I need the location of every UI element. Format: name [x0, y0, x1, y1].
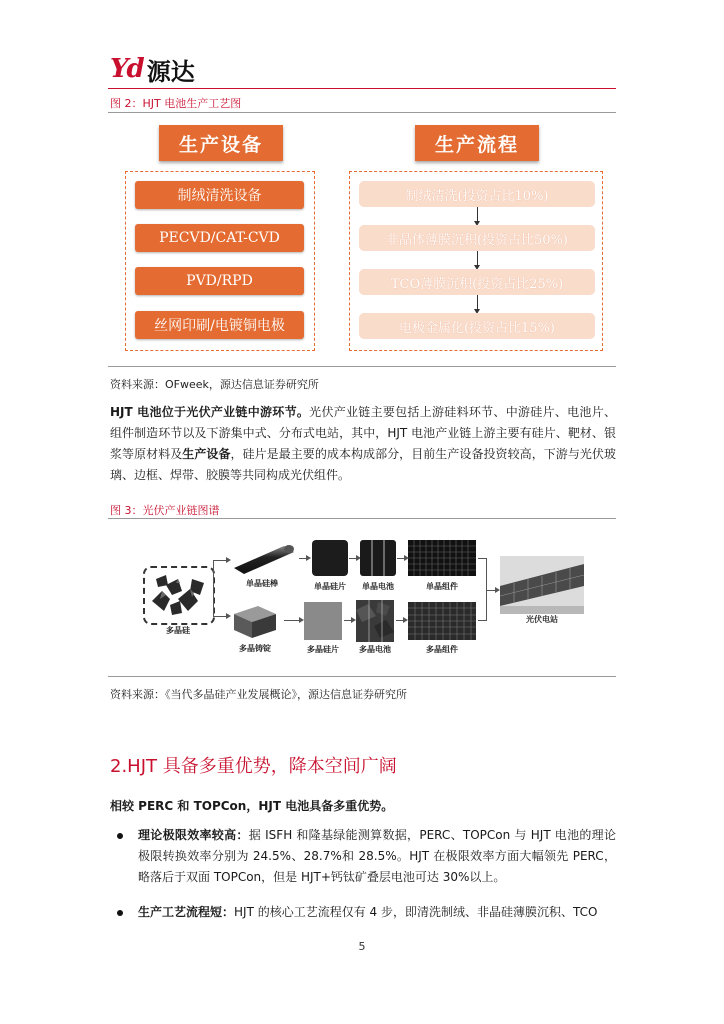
paragraph-text: 光伏产业链主要包括上游硅料环节、中游硅片、电池片、组件制造环节以及下游集中式、分布式电站，其中，HJT 电池产业链上游主要有硅片、靶材、银浆等原材料及: [110, 405, 616, 461]
figure2-source: 资料来源：OFweek，源达信息证券研究所: [110, 378, 319, 391]
process-step: 电极金属化(投资占比15%): [359, 313, 595, 339]
bullet-lead: 生产工艺流程短：: [138, 905, 235, 919]
brand-logo: [110, 54, 195, 84]
process-step: 制绒清洗(投资占比10%): [359, 181, 595, 207]
bullet-dot: [117, 910, 123, 916]
bullet-lead: 理论极限效率较高：: [138, 828, 249, 842]
process-step: TCO薄膜沉积(投资占比25%): [359, 269, 595, 295]
mono-module-image: [408, 540, 476, 576]
label-multi-cell: 多晶电池: [359, 644, 391, 654]
label-mono-module: 单晶组件: [426, 581, 458, 591]
mono-cell-image: [360, 540, 396, 576]
flow-arrow: [477, 295, 478, 310]
flow-arrow: [396, 620, 404, 621]
flow-arrow: [344, 620, 352, 621]
flow-arrow: [349, 558, 357, 559]
mono-rod-image: [228, 540, 298, 576]
equipment-title: 生产设备: [159, 125, 283, 161]
label-mono-cell: 单晶电池: [362, 581, 394, 591]
figure3-source: 资料来源：《当代多晶硅产业发展概论》，源达信息证券研究所: [110, 688, 407, 701]
flow-arrow: [213, 560, 227, 561]
paragraph-lead: HJT 电池位于光伏产业链中游环节。: [110, 405, 310, 419]
polysilicon-image: [148, 571, 208, 617]
bullet-text: 据 ISFH 和隆基绿能测算数据，PERC、TOPCon 与 HJT 电池的理论极限转换效率分别为 24.5%、28.7%和 28.5%。HJT 在极限效率方面大幅领先 PERC，略落后于双面 TOPCon，但是 HJT+钙钛矿叠层电池可达 30%以上。: [138, 828, 616, 884]
page-number: 5: [358, 940, 366, 953]
section-heading: 2.HJT 具备多重优势，降本空间广阔: [110, 756, 397, 777]
process-title: 生产流程: [415, 125, 539, 161]
pv-station-image: [500, 556, 584, 614]
label-multi-ingot: 多晶铸锭: [239, 643, 271, 653]
figure2-caption: 图 2：HJT 电池生产工艺图: [110, 97, 242, 110]
equipment-item: 制绒清洗设备: [135, 181, 304, 209]
paragraph-emphasis: 生产设备: [182, 447, 231, 461]
figure3-caption: 图 3：光伏产业链图谱: [110, 504, 220, 517]
logo-text: 源达: [146, 57, 195, 86]
equipment-item: PVD/RPD: [135, 267, 304, 295]
label-polysilicon: 多晶硅: [166, 625, 190, 635]
bullet-item: [138, 902, 616, 923]
merge-line: [478, 558, 486, 559]
label-pv-station: 光伏电站: [526, 614, 558, 624]
flow-arrow: [477, 251, 478, 266]
label-multi-wafer: 多晶硅片: [307, 644, 339, 654]
figure2-top-rule: [108, 112, 616, 113]
flow-arrow: [284, 620, 300, 621]
figure3-bottom-rule: [108, 676, 616, 677]
flow-arrow: [486, 590, 496, 591]
paragraph-text: ，硅片是最主要的成本构成部分，目前生产设备投资较高，下游与光伏玻璃、边框、焊带、胶膜等共同构成光伏组件。: [110, 447, 616, 482]
body-paragraph: [110, 402, 616, 486]
label-mono-rod: 单晶硅棒: [246, 578, 278, 588]
multi-wafer-image: [304, 602, 342, 640]
flow-arrow: [213, 616, 227, 617]
label-multi-module: 多晶组件: [426, 644, 458, 654]
flow-arrow: [477, 207, 478, 222]
flow-arrow: [299, 558, 307, 559]
flow-arrow: [397, 558, 405, 559]
figure3-top-rule: [108, 518, 616, 519]
branch-line: [213, 560, 214, 616]
intro-sentence: 相较 PERC 和 TOPCon，HJT 电池具备多重优势。: [110, 799, 394, 813]
header-divider: [108, 88, 616, 89]
bullet-item: [138, 825, 616, 888]
multi-cell-image: [356, 600, 394, 642]
logo-mark: Yd: [110, 54, 143, 84]
multi-module-image: [408, 602, 476, 640]
bullet-text: HJT 的核心工艺流程仅有 4 步，即清洗制绒、非晶硅薄膜沉积、TCO: [234, 905, 598, 919]
label-mono-wafer: 单晶硅片: [314, 581, 346, 591]
process-step: 非晶体薄膜沉积(投资占比50%): [359, 225, 595, 251]
bullet-dot: [117, 833, 123, 839]
multi-ingot-image: [228, 602, 280, 642]
merge-line: [478, 620, 486, 621]
figure2-bottom-rule: [108, 366, 616, 367]
equipment-item: 丝网印刷/电镀铜电极: [135, 311, 304, 339]
equipment-item: PECVD/CAT-CVD: [135, 224, 304, 252]
mono-wafer-image: [312, 540, 348, 576]
